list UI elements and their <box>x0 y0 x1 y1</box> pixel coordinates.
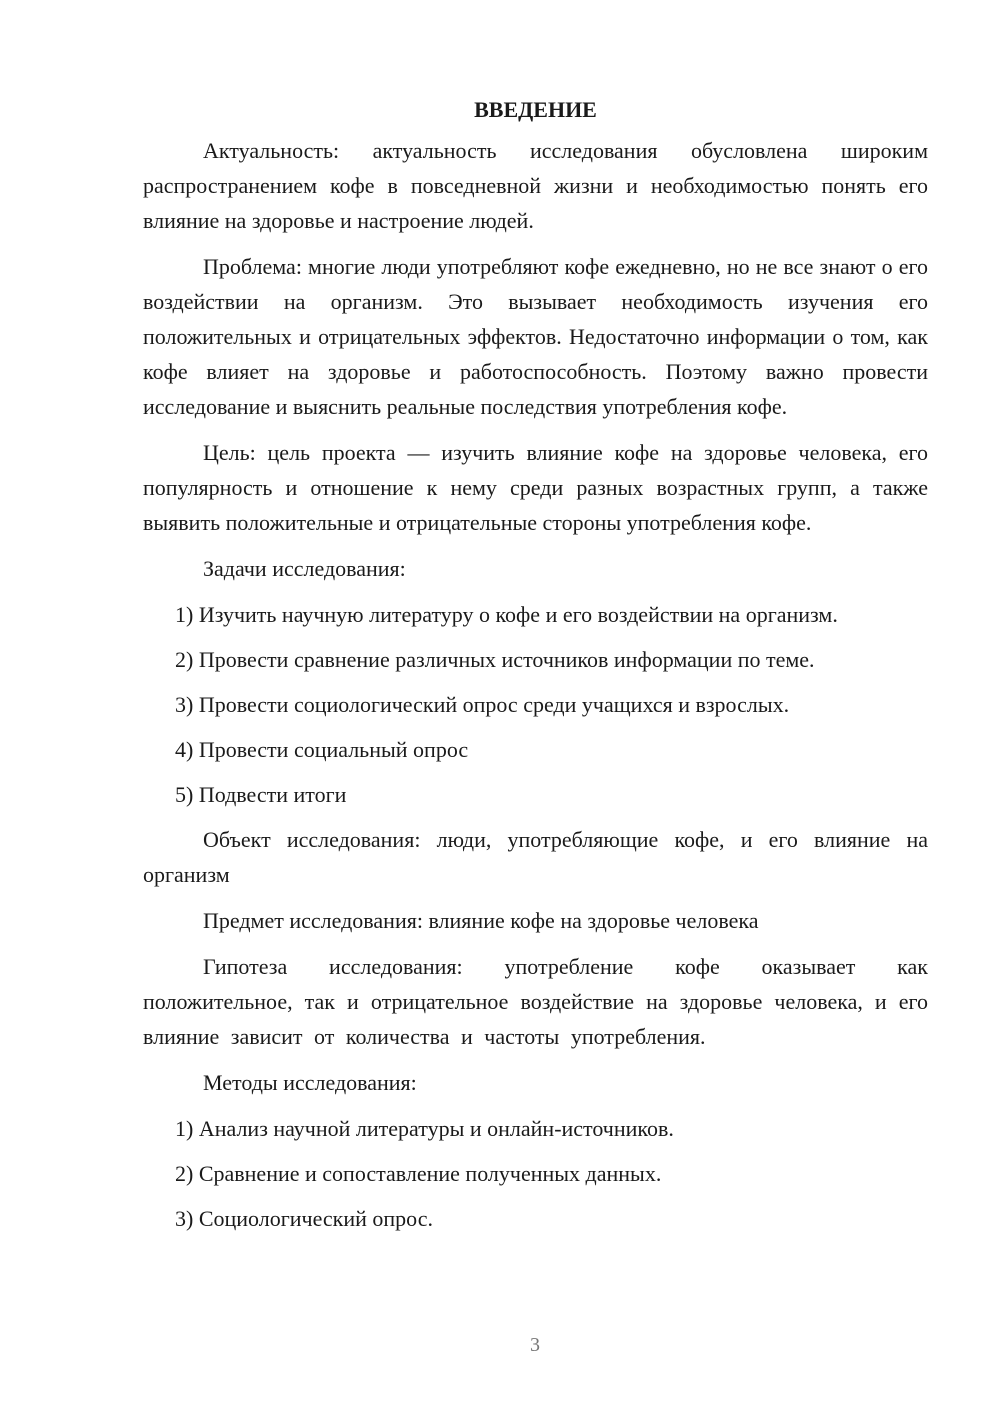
methods-heading: Методы исследования: <box>203 1070 417 1095</box>
method-item: 3) Социологический опрос. <box>175 1206 433 1231</box>
hypothesis-paragraph: Гипотеза исследования: употребление кофе оказывает как положительное, так и отрицательное воздействие на здоровье человека, и его влияние зависит от количества и частоты употребления. <box>143 954 928 1049</box>
document-page <box>143 95 928 1246</box>
task-item: 1) Изучить научную литературу о кофе и его воздействии на организм. <box>175 602 838 627</box>
relevance-paragraph: Актуальность: актуальность исследования обусловлена широким распространением кофе в повседневной жизни и необходимостью понять его влияние на здоровье и настроение людей. <box>143 138 928 233</box>
page-number: 3 <box>530 1334 540 1356</box>
task-item: 4) Провести социальный опрос <box>175 737 469 762</box>
goal-paragraph: Цель: цель проекта — изучить влияние кофе на здоровье человека, его популярность и отношение к нему среди разных возрастных групп, а также выявить положительные и отрицательные стороны употребления кофе. <box>143 440 928 535</box>
object-paragraph: Объект исследования: люди, употребляющие кофе, и его влияние на организм <box>143 827 928 887</box>
task-item: 5) Подвести итоги <box>175 782 347 807</box>
page-title: ВВЕДЕНИЕ <box>474 97 597 122</box>
method-item: 1) Анализ научной литературы и онлайн-источников. <box>175 1116 674 1141</box>
task-item: 2) Провести сравнение различных источников информации по теме. <box>175 647 815 672</box>
task-item: 3) Провести социологический опрос среди учащихся и взрослых. <box>175 692 790 717</box>
problem-paragraph: Проблема: многие люди употребляют кофе ежедневно, но не все знают о его воздействии на организм. Это вызывает необходимость изучения его положительных и отрицательных эффектов. Недостаточно информации о том, как кофе влияет на здоровье и работоспособность. Поэтому важно провести исследование и выяснить реальные последствия употребления кофе. <box>143 254 928 419</box>
subject-paragraph: Предмет исследования: влияние кофе на здоровье человека <box>203 908 759 933</box>
tasks-heading: Задачи исследования: <box>203 556 406 581</box>
method-item: 2) Сравнение и сопоставление полученных данных. <box>175 1161 662 1186</box>
